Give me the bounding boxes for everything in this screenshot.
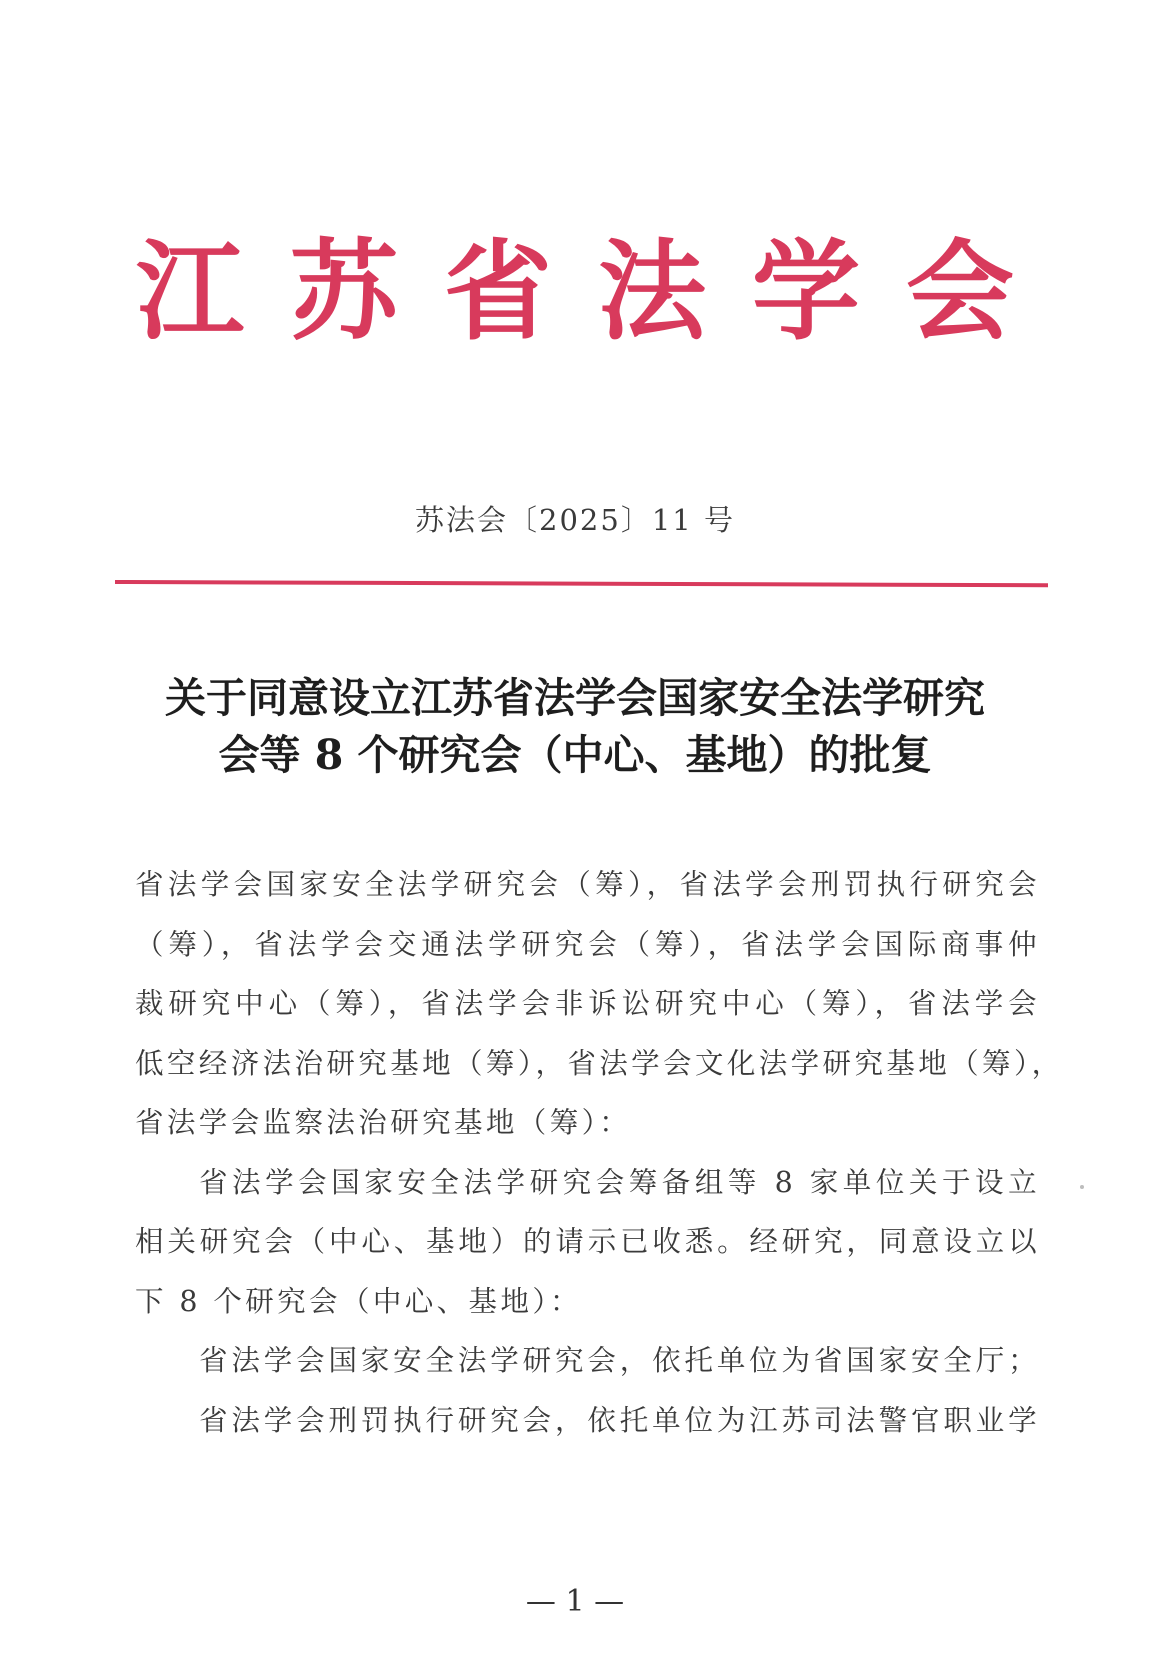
body-line: 省法学会监察法治研究基地（筹）： xyxy=(135,1106,632,1139)
document-number: 苏法会〔2025〕11 号 xyxy=(415,503,735,537)
scan-speck xyxy=(1080,1185,1084,1189)
page-number: — 1 — xyxy=(525,1584,625,1619)
body-line: 省法学会国家安全法学研究会筹备组等 8 家单位关于设立 xyxy=(199,1165,1040,1199)
body-line: （筹），省法学会交通法学研究会（筹），省法学会国际商事仲 xyxy=(135,927,1040,961)
body-line: 省法学会国家安全法学研究会（筹），省法学会刑罚执行研究会 xyxy=(135,868,1040,901)
org-header-char: 会 xyxy=(906,229,1015,355)
org-header xyxy=(0,229,1150,355)
body-line: 裁研究中心（筹），省法学会非诉讼研究中心（筹），省法学会 xyxy=(135,987,1040,1020)
body-line: 下 8 个研究会（中心、基地）： xyxy=(135,1284,582,1318)
title-line: 关于同意设立江苏省法学会国家安全法学研究 xyxy=(165,674,985,722)
org-header-char: 苏 xyxy=(289,229,398,355)
org-header-char: 省 xyxy=(443,229,552,355)
org-header-char: 江 xyxy=(135,229,244,355)
body-line: 相关研究会（中心、基地）的请示已收悉。经研究，同意设立以 xyxy=(135,1225,1040,1258)
document-body xyxy=(135,855,1064,1450)
body-line: 省法学会国家安全法学研究会，依托单位为省国家安全厅； xyxy=(199,1344,1040,1377)
body-line: 省法学会刑罚执行研究会，依托单位为江苏司法警官职业学 xyxy=(199,1403,1040,1437)
title-line: 会等 8 个研究会（中心、基地）的批复 xyxy=(218,731,932,779)
header-divider xyxy=(115,580,1048,587)
org-header-char: 法 xyxy=(598,229,707,355)
org-header-char: 学 xyxy=(752,229,861,355)
document-title xyxy=(110,670,1040,784)
body-line: 低空经济法治研究基地（筹），省法学会文化法学研究基地（筹）， xyxy=(135,1046,1064,1080)
